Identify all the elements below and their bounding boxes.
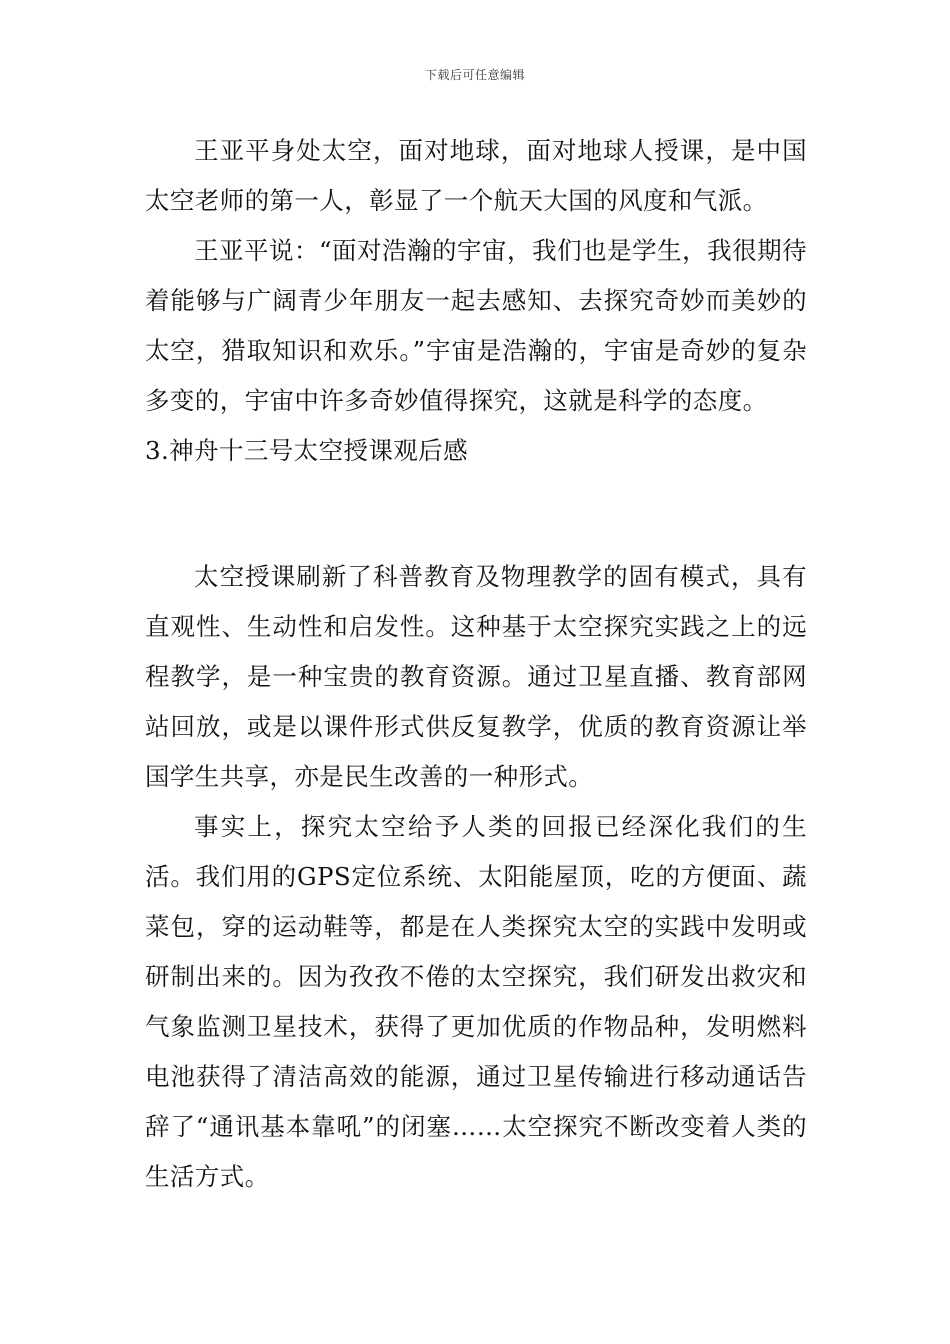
document-body	[145, 126, 807, 1202]
body-paragraph: 王亚平说：“面对浩瀚的宇宙，我们也是学生，我很期待着能够与广阔青少年朋友一起去感知、去探究奇妙而美妙的太空，猎取知识和欢乐。”宇宙是浩瀚的，宇宙是奇妙的复杂多变的，宇宙中许多奇妙值得探究，这就是科学的态度。	[145, 236, 807, 415]
body-paragraph: 事实上，探究太空给予人类的回报已经深化我们的生活。我们用的GPS定位系统、太阳能屋顶，吃的方便面、蔬菜包，穿的运动鞋等，都是在人类探究太空的实践中发明或研制出来的。因为孜孜不倦的太空探究，我们研发出救灾和气象监测卫星技术，获得了更加优质的作物品种，发明燃料电池获得了清洁高效的能源，通过卫星传输进行移动通话告辞了“通讯基本靠吼”的闭塞……太空探究不断改变着人类的生活方式。	[145, 812, 807, 1191]
body-paragraph: 太空授课刷新了科普教育及物理教学的固有模式，具有直观性、生动性和启发性。这种基于太空探究实践之上的远程教学，是一种宝贵的教育资源。通过卫星直播、教育部网站回放，或是以课件形式供反复教学，优质的教育资源让举国学生共享，亦是民生改善的一种形式。	[145, 562, 807, 791]
section-heading: 3.神舟十三号太空授课观后感	[145, 436, 468, 465]
page-header-note: 下载后可任意编辑	[424, 68, 525, 82]
body-paragraph: 王亚平身处太空，面对地球，面对地球人授课，是中国太空老师的第一人，彰显了一个航天大国的风度和气派。	[145, 136, 807, 215]
section-spacer	[145, 476, 807, 552]
